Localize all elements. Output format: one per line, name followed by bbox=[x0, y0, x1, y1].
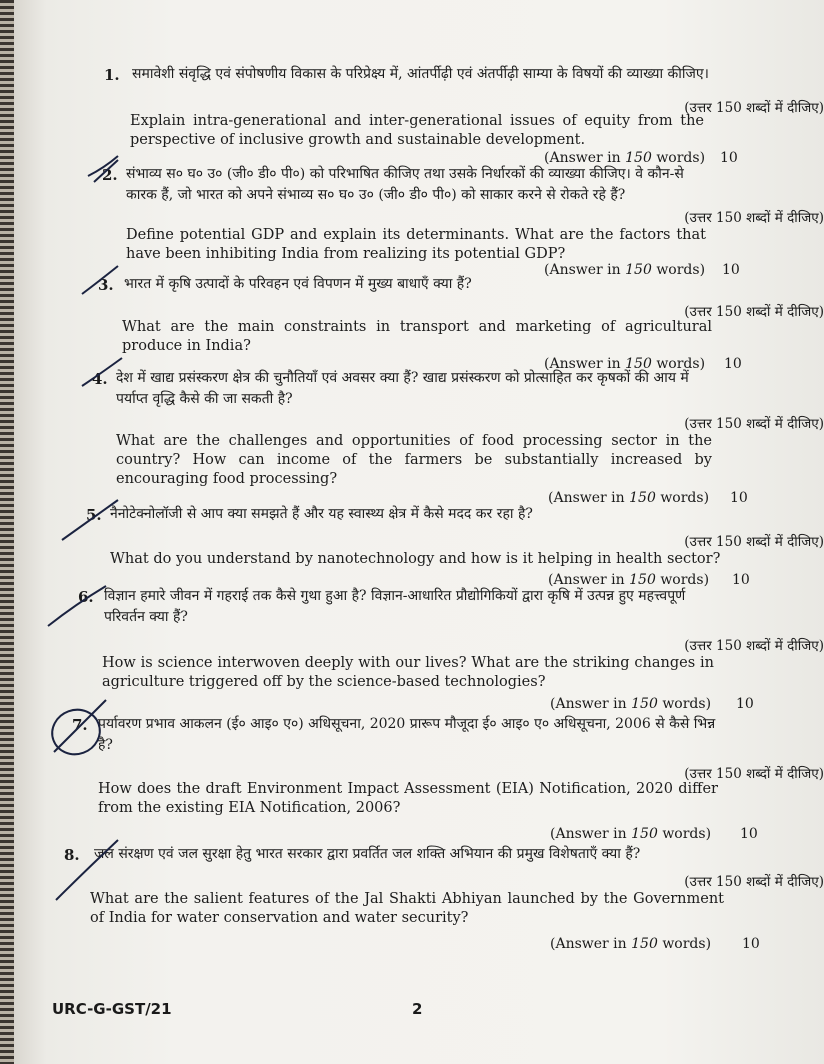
question-number: 7. bbox=[72, 716, 88, 734]
question-english: What are the challenges and opportunities of food processing sector in the country? How can income of the farmers be substantially increased by encouraging food processing? bbox=[116, 433, 712, 487]
hindi-word-limit: (उत्तर 150 शब्दों में दीजिए) bbox=[684, 766, 824, 782]
marks: 10 bbox=[720, 150, 738, 166]
question-hindi: विज्ञान हमारे जीवन में गहराई तक कैसे गुथा हुआ है? विज्ञान-आधारित प्रौद्योगिकियों द्वारा कृषि में उत्पन्न हुए महत्त्वपूर्ण परिवर्तन क्या हैं? bbox=[104, 588, 686, 625]
question-hindi: नैनोटेक्नोलॉजी से आप क्या समझते हैं और यह स्वास्थ्य क्षेत्र में कैसे मदद कर रहा है? bbox=[110, 506, 533, 522]
question-english: Explain intra-generational and inter-generational issues of equity from the perspective of inclusive growth and sustainable development. bbox=[130, 113, 704, 148]
question-hindi: पर्यावरण प्रभाव आकलन (ई० आइ० ए०) अधिसूचना, 2020 प्रारूप मौजूदा ई० आइ० ए० अधिसूचना, 2006 से कैसे भिन्न है? bbox=[98, 716, 716, 753]
hindi-word-limit: (उत्तर 150 शब्दों में दीजिए) bbox=[684, 304, 824, 320]
question-english: Define potential GDP and explain its determinants. What are the factors that have been inhibiting India from realizing its potential GDP? bbox=[126, 227, 706, 262]
answer-word-limit: (Answer in 150 words) bbox=[550, 696, 712, 712]
answer-word-limit: (Answer in 150 words) bbox=[548, 490, 710, 506]
marks: 10 bbox=[722, 262, 740, 278]
hindi-word-limit: (उत्तर 150 शब्दों में दीजिए) bbox=[684, 638, 824, 654]
question-english: What do you understand by nanotechnology and how is it helping in health sector? bbox=[110, 551, 721, 567]
question-hindi: समावेशी संवृद्धि एवं संपोषणीय विकास के परिप्रेक्ष्य में, आंतर्पीढ़ी एवं अंतर्पीढ़ी साम्या के विषयों की व्याख्या कीजिए। bbox=[132, 66, 709, 82]
answer-word-limit: (Answer in 150 words) bbox=[544, 150, 706, 166]
question-number: 3. bbox=[98, 276, 114, 294]
question-hindi: भारत में कृषि उत्पादों के परिवहन एवं विपणन में मुख्य बाधाएँ क्या हैं? bbox=[124, 276, 472, 292]
question-english: How is science interwoven deeply with our lives? What are the striking changes in agriculture triggered off by the science-based technologies? bbox=[102, 655, 714, 690]
answer-word-limit: (Answer in 150 words) bbox=[548, 572, 710, 588]
page-binding-edge bbox=[0, 0, 14, 1064]
question-number: 8. bbox=[64, 846, 80, 864]
question-number: 1. bbox=[104, 66, 120, 84]
question-number: 4. bbox=[92, 370, 108, 388]
question-english: What are the salient features of the Jal Shakti Abhiyan launched by the Government of India for water conservation and water security? bbox=[90, 891, 724, 926]
marks: 10 bbox=[724, 356, 742, 372]
hindi-word-limit: (उत्तर 150 शब्दों में दीजिए) bbox=[684, 210, 824, 226]
question-hindi: संभाव्य स० घ० उ० (जी० डी० पी०) को परिभाषित कीजिए तथा उसके निर्धारकों की व्याख्या कीजिए। वे कौन-से कारक हैं, जो भारत को अपने संभाव्य स० घ० उ० (जी० डी० पी०) को साकार करने से रोकते रहे हैं? bbox=[126, 166, 684, 203]
marks: 10 bbox=[742, 936, 760, 952]
marks: 10 bbox=[730, 490, 748, 506]
marks: 10 bbox=[732, 572, 750, 588]
marks: 10 bbox=[740, 826, 758, 842]
exam-page bbox=[14, 0, 824, 1064]
question-english: How does the draft Environment Impact Assessment (EIA) Notification, 2020 differ from the existing EIA Notification, 2006? bbox=[98, 781, 718, 816]
pen-tick-q6 bbox=[48, 586, 106, 626]
answer-word-limit: (Answer in 150 words) bbox=[550, 826, 712, 842]
question-number: 6. bbox=[78, 588, 94, 606]
answer-word-limit: (Answer in 150 words) bbox=[544, 262, 706, 278]
hindi-word-limit: (उत्तर 150 शब्दों में दीजिए) bbox=[684, 416, 824, 432]
question-english: What are the main constraints in transport and marketing of agricultural produce in India? bbox=[122, 319, 712, 354]
paper-code: URC-G-GST/21 bbox=[52, 1000, 172, 1018]
question-number: 2. bbox=[102, 166, 118, 184]
answer-word-limit: (Answer in 150 words) bbox=[550, 936, 712, 952]
question-hindi: जल संरक्षण एवं जल सुरक्षा हेतु भारत सरकार द्वारा प्रवर्तित जल शक्ति अभियान की प्रमुख विशेषताएँ क्या हैं? bbox=[94, 846, 641, 862]
answer-word-limit: (Answer in 150 words) bbox=[544, 356, 706, 372]
hindi-word-limit: (उत्तर 150 शब्दों में दीजिए) bbox=[684, 874, 824, 890]
hindi-word-limit: (उत्तर 150 शब्दों में दीजिए) bbox=[684, 534, 824, 550]
marks: 10 bbox=[736, 696, 754, 712]
hindi-word-limit: (उत्तर 150 शब्दों में दीजिए) bbox=[684, 100, 824, 116]
question-number: 5. bbox=[86, 506, 102, 524]
question-hindi: देश में खाद्य प्रसंस्करण क्षेत्र की चुनौतियाँ एवं अवसर क्या हैं? खाद्य प्रसंस्करण को प्रोत्साहित कर कृषकों की आय में पर्याप्त वृद्धि कैसे की जा सकती है? bbox=[116, 370, 689, 407]
page-number: 2 bbox=[412, 1000, 423, 1018]
